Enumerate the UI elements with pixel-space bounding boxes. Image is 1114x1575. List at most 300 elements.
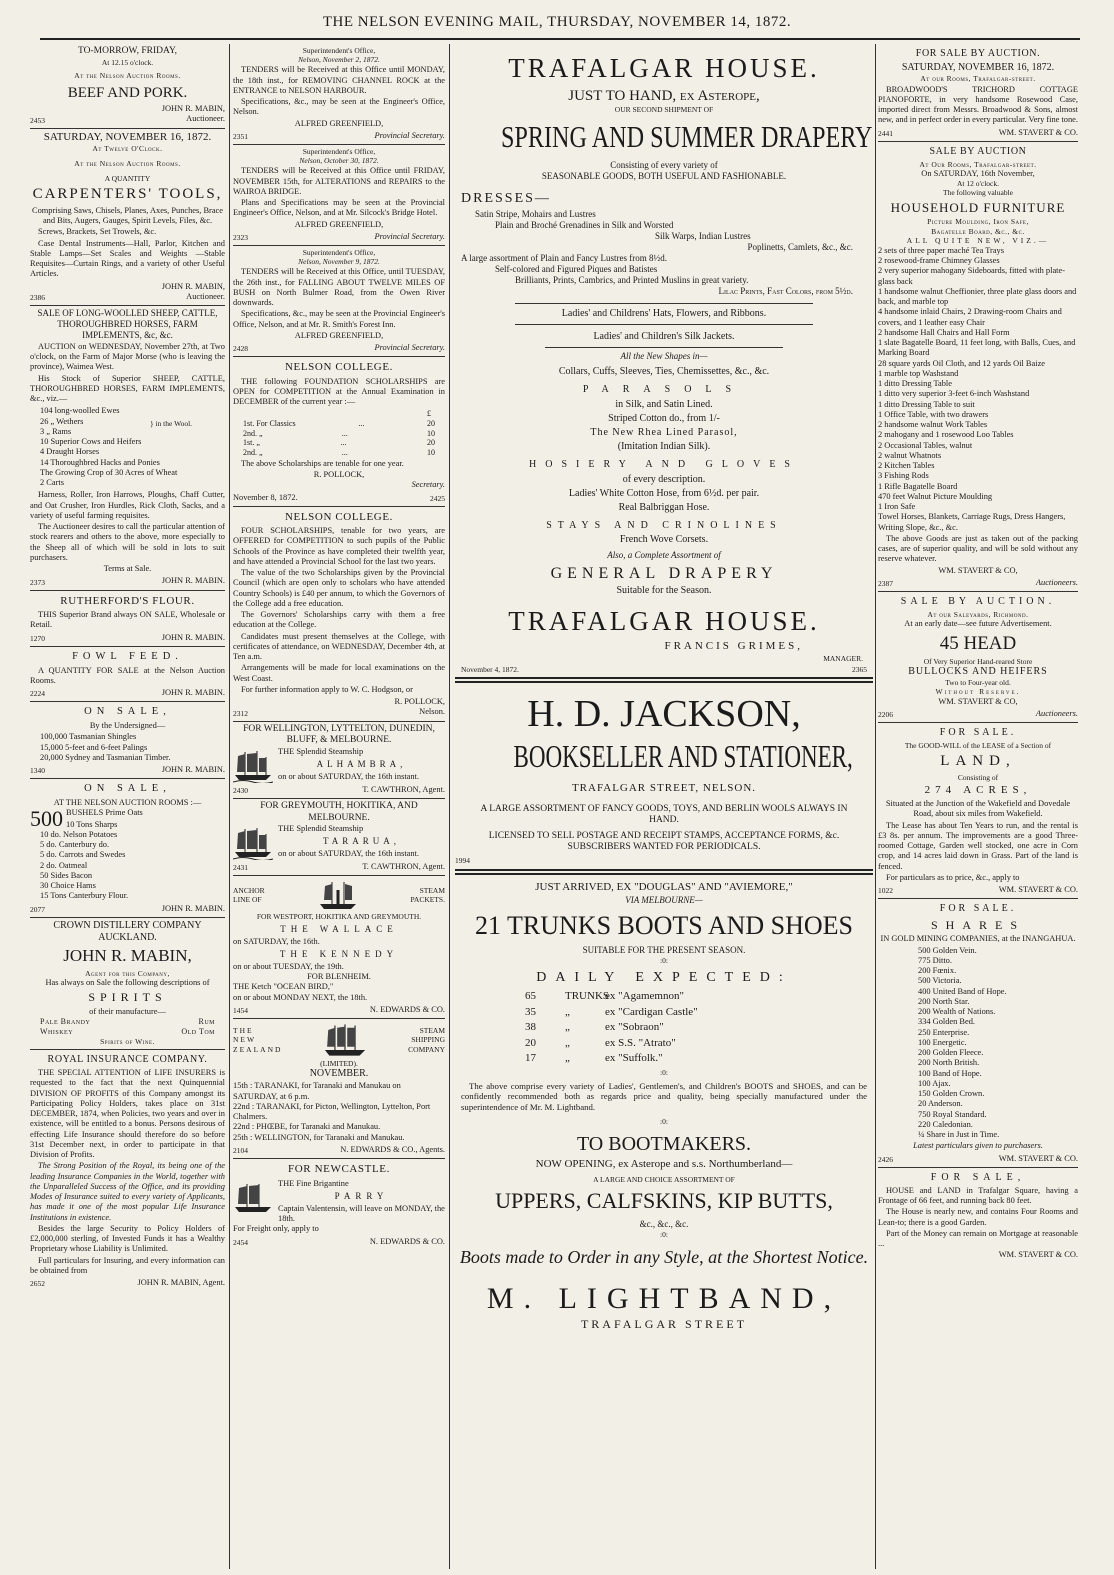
ad-number: 1022 (878, 886, 893, 896)
ad-signature (233, 1237, 445, 1247)
ad-line: THE Splendid Steamship (278, 746, 364, 756)
list-item: 500 Victoria. (918, 976, 962, 986)
ad-subtitle: FOR BLENHEIM. (307, 972, 371, 982)
ad-signature (30, 765, 225, 775)
ad-signature (233, 1005, 445, 1015)
ad-title: FOWL FEED. (72, 650, 183, 662)
ad-name: JOHN R. MABIN, (63, 946, 192, 966)
masthead-rule (40, 38, 1080, 40)
table-cell: ... (341, 448, 348, 457)
table-cell: „ (565, 1052, 570, 1065)
ad-line: SATURDAY, NOVEMBER 16, 1872. (43, 130, 212, 143)
brace-note: } in the Wool. (150, 418, 193, 428)
table-cell: ... (341, 428, 348, 438)
ship-name: ALHAMBRA, (316, 759, 407, 770)
agent-name: JOHN R. MABIN, (137, 1278, 201, 1288)
ad-line: A QUANTITY (104, 174, 151, 184)
ad-text: The Auctioneer desires to call the particular attention of stock rearers and others to the above, more especially to the Sheep all of which will be sold in lots to suit purchasers. (30, 522, 225, 562)
ad-line: ALL QUITE NEW, VIZ.— (906, 235, 1050, 245)
ad-text: The above comprise every variety of Ladies', Gentlemen's, and Children's BOOTS and SHOES, and can be confidently recommended both as regards price and quality, being specially manufactured under the superintendence of Mr. M. Lightband. (461, 1080, 867, 1113)
auctioneer-name: JOHN R. MABIN. (161, 632, 225, 642)
table-cell: ... (358, 418, 365, 428)
ad-house-land (878, 1168, 1078, 1264)
list-item: 200 Fœnix. (918, 966, 957, 975)
dress-line: Poplinetts, Camlets, &c., &c. (747, 242, 853, 253)
sailing-list (233, 1081, 445, 1143)
ad-line: on or about TUESDAY, the 19th. (233, 961, 344, 971)
ad-line: The following valuable (943, 188, 1013, 198)
list-item: 5 do. Carrots and Swedes (40, 850, 126, 860)
ad-title: FOR SALE. (939, 727, 1017, 739)
auctioneer-role: Auctioneers. (1035, 577, 1078, 587)
ad-line: OUR SECOND SHIPMENT OF (614, 105, 714, 115)
ad-title: TRAFALGAR HOUSE. (508, 53, 820, 83)
list-item: 500 Golden Vein. (918, 945, 977, 955)
list-item: 15 Tons Canterbury Flour. (40, 891, 129, 901)
list-item: 20 Anderson. (918, 1099, 963, 1109)
table-cell: TRUNKS (565, 990, 610, 1003)
list-item: 30 Choice Hams (40, 881, 96, 891)
list-item: 2 Occasional Tables, walnut (878, 440, 973, 450)
ad-title: RUTHERFORD'S FLOUR. (60, 594, 195, 607)
list-item: 1 Office Table, with two drawers (878, 409, 989, 419)
ad-title: SALE BY AUCTION. (900, 596, 1056, 608)
sale-items (30, 820, 225, 902)
table-row (455, 1037, 873, 1050)
table-row (233, 429, 445, 439)
secretary-role: Provincial Secretary. (374, 130, 445, 140)
ad-text: LICENSED TO SELL POSTAGE AND RECEIPT STAMPS, ACCEPTANCE FORMS, &c. SUBSCRIBERS WANTED FOR PERIODICALS. (488, 830, 840, 853)
section-heading: PARASOLS (582, 384, 746, 396)
ad-line: At Twelve O'Clock. (92, 144, 163, 154)
ad-number: 2323 (233, 232, 248, 242)
table-cell: 2nd. „ (243, 428, 263, 438)
ad-text: Plans and Specifications may be seen at the Provincial Engineer's Office, Nelson, and at Mr. Silcock's Bridge Hotel. (233, 198, 445, 218)
ad-text: THE SPECIAL ATTENTION of LIFE INSURERS is requested to the fact that the next Quinquennial DIVISION OF PROFITS of this Company amongst its Participating Policy Holders, takes place on 31st DECEMBER, 1874, when Policies, two years and over in existence, will be entitled to a bonus. Persons desirous of effecting Life Insurance should therefore do so before 31st December next, in order to participate in that Division of Profits. (30, 1068, 225, 1160)
ad-title: BEEF AND PORK. (67, 84, 188, 101)
dress-line: Self-colored and Figured Piques and Batistes (495, 264, 658, 275)
table-cell: 35 (525, 1005, 536, 1018)
ad-line: Real Balbriggan Hose. (618, 501, 710, 513)
auctioneer-name: JOHN R. MABIN, (161, 104, 225, 114)
ad-sheep-sale (30, 306, 225, 591)
ad-line: Ladies' and Childrens' Hats, Flowers, and Ribbons. (515, 303, 813, 325)
list-item: 750 Royal Standard. (918, 1109, 987, 1119)
table-cell: „ (565, 1036, 570, 1049)
ad-signature (878, 128, 1078, 138)
ad-nelson-college-2 (233, 507, 445, 722)
ad-number: 2386 (30, 292, 45, 302)
list-item: 10 Tons Sharps (66, 819, 118, 829)
list-item: 220 Caledonian. (918, 1119, 973, 1129)
section-heading: TO BOOTMAKERS. (576, 1132, 752, 1155)
ad-steamship-alhambra (233, 722, 445, 799)
ad-text: TENDERS will be Received at this Office until MONDAY, the 18th inst., for REMOVING CHANNEL ROCK at the ENTRANCE to NELSON HARBOUR. (233, 65, 445, 95)
ad-text: For particulars as to price, &c., apply to (886, 872, 1020, 882)
ad-line: on or about SATURDAY, the 16th instant. (278, 849, 419, 859)
ad-line: At Our Rooms, Trafalgar-street. (919, 159, 1037, 169)
ad-signature (233, 232, 445, 242)
ad-line: The New Rhea Lined Parasol, (590, 427, 738, 439)
header-word: SHIPPING (411, 1035, 445, 1045)
ad-line: THE Fine Brigantine (278, 1178, 349, 1188)
ad-text: Terms at Sale. (103, 564, 152, 574)
ad-signature (30, 688, 225, 698)
table-row (233, 438, 445, 448)
ship-name: TARARUA, (322, 836, 401, 847)
ad-line: TO-MORROW, FRIDAY, (78, 46, 177, 56)
ad-line: At the Nelson Auction Rooms. (74, 159, 181, 169)
auctioneer-name: WM. STAVERT & CO. (998, 1153, 1078, 1163)
ad-line: At the Nelson Auction Rooms. (74, 70, 181, 80)
spirit-item: Old Tom (181, 1027, 215, 1037)
ad-line: Captain Valentensin, will leave on MONDAY, the 18th. (278, 1203, 445, 1223)
header-word: STEAM (419, 1026, 445, 1036)
ad-date: November 4, 1872. (461, 664, 519, 674)
list-item: 2 sets of three paper maché Tea Trays (878, 245, 1005, 255)
ad-signature (30, 576, 225, 586)
agent-name: N. EDWARDS & CO. (369, 1004, 445, 1014)
ad-line: Ladies' and Children's Silk Jackets. (545, 331, 783, 348)
table-cell: 1st. „ (243, 438, 260, 448)
agent-role: Agent. (202, 1278, 225, 1288)
list-item: 100 Energetic. (918, 1037, 967, 1047)
ad-line: &c., &c., &c. (639, 1218, 689, 1229)
table-cell: ex S.S. "Atrato" (605, 1036, 676, 1049)
column-rule (875, 44, 876, 1569)
list-item: 20,000 Sydney and Tasmanian Timber. (40, 752, 171, 762)
ad-line: THE Splendid Steamship (278, 824, 364, 834)
list-item: 4 Draught Horses (40, 447, 100, 457)
ad-number: 1270 (30, 633, 45, 643)
ad-line: The GOOD-WILL of the LEASE of a Section of (904, 741, 1052, 751)
ad-royal-insurance (30, 1050, 225, 1291)
ad-text: TENDERS will be Received at this Office, until TUESDAY, the 26th inst., for FALLING ABOUT TWELVE MILES OF BUSH on North Bulmer Road, from the Owen River downwards. (233, 267, 445, 308)
list-item: 100 Ajax. (918, 1078, 951, 1088)
ad-line: (Imitation Indian Silk). (617, 441, 711, 453)
ad-line: JUST ARRIVED, EX "DOUGLAS" AND "AVIEMORE," (535, 881, 793, 894)
ad-tender-channel-rock (233, 44, 445, 145)
headline: SPRING AND SUMMER DRAPERY (500, 119, 873, 155)
ship-name: THE KENNEDY (279, 948, 399, 959)
auctioneer-role: Auctioneer. (186, 114, 225, 124)
ad-line: Also, a Complete Assortment of (607, 549, 721, 560)
ad-signature (233, 862, 445, 872)
ad-line: in Silk, and Satin Lined. (615, 398, 713, 410)
shares-list (878, 946, 1078, 1141)
ad-nelson-college-1 (233, 357, 445, 506)
table-cell: „ (565, 1021, 570, 1034)
list-item: 4 handsome inlaid Chairs, 2 Drawing-room Chairs and covers, and 1 leather easy Chair (878, 307, 1062, 327)
ad-line: Suitable for the Season. (616, 585, 712, 597)
ad-line: Latest particulars given to purchasers. (913, 1141, 1043, 1151)
office-line: Superintendent's Office, (302, 147, 376, 157)
ad-subtitle: 274 ACRES, (924, 783, 1032, 796)
stock-list (30, 405, 225, 489)
ad-nz-steam-shipping (233, 1019, 445, 1159)
auctioneer-role: Auctioneer. (186, 291, 225, 301)
table-cell: 20 (426, 438, 435, 448)
list-item: 2 Carts (40, 478, 64, 488)
ad-title: NELSON COLLEGE. (285, 361, 393, 374)
table-cell: 1st. For Classics (243, 418, 296, 428)
list-item: ¼ Share in Just in Time. (918, 1130, 1000, 1139)
spirit-item: Spirits of Wine. (100, 1036, 155, 1046)
ad-signature (233, 1145, 445, 1155)
list-item: 22nd : TARANAKI, for Picton, Wellington, Lyttelton, Port Chalmers. (233, 1101, 431, 1122)
ad-slogan: Boots made to Order in any Style, at the Shortest Notice. (459, 1246, 869, 1267)
ad-line: On SATURDAY, 16th November, (921, 169, 1035, 179)
divider-mark: :0: (660, 1229, 668, 1239)
ad-line: of their manufacture— (89, 1007, 166, 1017)
ad-trafalgar-house (455, 44, 873, 679)
ad-tender-bush (233, 246, 445, 357)
list-item: 1 handsome walnut Cheffionier, three plate glass doors and back, and marble top (878, 286, 1077, 307)
ad-line: FOR WESTPORT, HOKITIKA AND GREYMOUTH. (256, 912, 422, 922)
ad-text: Comprising Saws, Chisels, Planes, Axes, Punches, Brace and Bits, Augers, Gauges, Spirit Levels, Files, &c. (32, 205, 223, 226)
ad-signature (233, 697, 445, 718)
ad-text: BROADWOOD'S TRICHORD COTTAGE PIANOFORTE, in very handsome Rosewood Case, imported direct from Messrs. Broadwood & Sons, almost new, and in perfect order in every particular. Very fine tone. (878, 84, 1078, 125)
list-item: 1 slate Bagatelle Board, 11 feet long, with Balls, Cues, and Marking Board (878, 338, 1076, 358)
ad-subtitle: SPIRITS (88, 990, 167, 1005)
ad-title: FOR SALE, (930, 1171, 1026, 1183)
ad-subtitle: NOVEMBER. (309, 1068, 369, 1080)
table-cell: 20 (426, 418, 435, 428)
section-heading: DRESSES— (461, 191, 551, 207)
ad-text: A QUANTITY FOR SALE at the Nelson Auction Rooms. (30, 665, 225, 685)
spirit-item: Whiskey (40, 1027, 74, 1037)
ad-title: FOR GREYMOUTH, HOKITIKA, AND MELBOURNE. (260, 801, 418, 823)
ad-beef-pork (30, 44, 225, 129)
list-item: 25th : WELLINGTON, for Taranaki and Manukau. (233, 1132, 405, 1142)
ad-line: AT THE NELSON AUCTION ROOMS :— (53, 798, 202, 808)
ad-title: NELSON COLLEGE. (285, 510, 393, 523)
headline: 21 TRUNKS BOOTS AND SHOES (474, 910, 854, 940)
list-item: 1 ditto Dressing Table to suit (878, 399, 975, 409)
ad-line: SATURDAY, NOVEMBER 16, 1872. (901, 62, 1055, 74)
ad-line: Picture Moulding, Iron Safe, (927, 217, 1029, 227)
auctioneer-name: JOHN R. MABIN. (161, 688, 225, 698)
ad-signature (30, 1278, 225, 1288)
list-item: 250 Enterprise. (918, 1027, 970, 1037)
ad-date: November 8, 1872. (233, 492, 298, 502)
ad-line: BUSHELS Prime Oats (66, 808, 143, 818)
table-row (455, 990, 873, 1003)
agent-name: N. EDWARDS & CO., Agents. (340, 1144, 445, 1154)
ad-line: BULLOCKS AND HEIFERS (908, 666, 1048, 678)
auctioneer-role: Auctioneers. (1035, 708, 1078, 718)
currency-symbol: £ (426, 408, 431, 418)
ad-title: FOR SALE BY AUCTION. (915, 48, 1041, 59)
ad-line: French Wove Corsets. (619, 534, 709, 546)
column-4 (878, 44, 1078, 1569)
secretary-name: ALFRED GREENFIELD, (294, 118, 384, 128)
ad-hd-jackson (455, 681, 873, 871)
table-cell: ... (340, 438, 347, 448)
office-date: Nelson, October 30, 1872. (299, 156, 379, 166)
list-item: 200 Wealth of Nations. (918, 1007, 996, 1016)
ad-on-sale-shingles (30, 702, 225, 779)
table-cell: 38 (525, 1021, 536, 1034)
auctioneer-name: WM. STAVERT & CO. (998, 127, 1078, 137)
list-item: 5 do. Canterbury do. (40, 840, 110, 850)
ad-title: FOR NEWCASTLE. (288, 1163, 390, 1176)
ship-icon (319, 1021, 371, 1059)
ad-text: The Governors' Scholarships carry with them a free education at the College. (233, 610, 445, 630)
list-item: 10 do. Nelson Potatoes (40, 829, 118, 839)
ad-text: AUCTION on WEDNESDAY, November 27th, at Two o'clock, on the Farm of Major Morse (who is leaving the province), Waimea West. (30, 341, 225, 372)
list-item: 3 „ Rams (40, 426, 72, 436)
scholarship-table (233, 419, 445, 458)
ad-newcastle (233, 1159, 445, 1250)
furniture-list (878, 246, 1078, 533)
ship-name: THE WALLACE (280, 923, 398, 934)
ad-line: For Freight only, apply to (233, 1224, 319, 1234)
header-word: ANCHOR (233, 886, 265, 896)
secretary-name: ALFRED GREENFIELD, (294, 330, 384, 340)
auctioneer-name: WM. STAVERT & CO. (998, 885, 1078, 895)
ad-number: 2430 (233, 785, 248, 795)
secretary-name: R. POLLOCK, (394, 697, 445, 707)
ad-line: At our Rooms, Trafalgar-street. (920, 74, 1036, 84)
ad-text: THE following FOUNDATION SCHOLARSHIPS are OPEN for COMPETITION at the Annual Examination in DECEMBER of the current year :— (233, 376, 445, 407)
ad-text: Candidates must present themselves at the College, with certificates of attendance, on WEDNESDAY, December 4th, at Ten a.m. (233, 631, 445, 662)
list-item: 150 Golden Crown. (918, 1089, 985, 1098)
ad-number: 2206 (878, 709, 893, 719)
ad-line: By the Undersigned— (89, 721, 166, 731)
ad-land-lease (878, 723, 1078, 899)
ad-number: 1454 (233, 1005, 248, 1015)
dress-line: Lilac Prints, Fast Colors, from 5½d. (718, 285, 853, 296)
ad-line: Of Very Superior Hand-reared Store (923, 656, 1033, 666)
headline: UPPERS, CALFSKINS, KIP BUTTS, (495, 1187, 833, 1213)
office-date: Nelson, November 2, 1872. (298, 55, 380, 65)
secretary-role: Provincial Secretary. (374, 343, 445, 353)
ad-line: At 12.15 o'clock. (101, 57, 154, 67)
ad-number: 2351 (233, 131, 248, 141)
header-word: PACKETS. (410, 895, 445, 905)
secretary-role: Nelson. (419, 707, 445, 717)
table-cell: 10 (427, 448, 435, 457)
big-number: 500 (30, 806, 63, 832)
office-line: Superintendent's Office, (302, 46, 376, 55)
auctioneer-name: WM. STAVERT & CO, (938, 696, 1018, 706)
list-item: 1 Iron Safe (878, 502, 916, 512)
list-item: 15th : TARANAKI, for Taranaki and Manukau on SATURDAY, at 6 p.m. (233, 1081, 401, 1101)
list-item: 100 Band of Hope. (918, 1068, 982, 1078)
ad-line: SUITABLE FOR THE PRESENT SEASON. (582, 945, 746, 956)
ad-number: 2077 (30, 904, 45, 914)
ad-number: 2426 (878, 1154, 893, 1164)
ad-line: Agent for this Company, (85, 969, 170, 979)
secretary-name: R. POLLOCK, (313, 470, 365, 479)
ship-icon (233, 1181, 273, 1215)
ad-signature (30, 633, 225, 643)
table-cell: ex "Sobraon" (605, 1021, 664, 1034)
table-cell: 65 (525, 990, 536, 1003)
ad-text: The above Scholarships are tenable for one year. (241, 458, 404, 468)
auctioneer-name: JOHN R. MABIN. (161, 765, 225, 775)
table-cell: ex "Agamemnon" (605, 990, 684, 1003)
ad-tender-wairoa-bridge (233, 145, 445, 246)
ad-title: SALE BY AUCTION (929, 145, 1027, 157)
ad-line: A LARGE AND CHOICE ASSORTMENT OF (593, 1174, 735, 1184)
list-item: The Growing Crop of 30 Acres of Wheat (40, 467, 178, 477)
ad-line: (LIMITED). (320, 1059, 358, 1069)
ad-number: 2652 (30, 1279, 45, 1289)
ad-text: HOUSE and LAND in Trafalgar Square, having a Frontage of 66 feet, and running back 80 feet. (878, 1185, 1078, 1206)
ad-text: THIS Superior Brand always ON SALE, Wholesale or Retail. (30, 610, 225, 630)
masthead: THE NELSON EVENING MAIL, THURSDAY, NOVEMBER 14, 1872. (322, 14, 792, 30)
list-item: 2 mahogany and 1 rosewood Loo Tables (878, 430, 1014, 440)
ad-number: 2428 (233, 344, 248, 354)
auctioneer-name: JOHN R. MABIN. (161, 903, 225, 913)
auctioneer-name: WM. STAVERT & CO. (998, 1250, 1078, 1260)
ad-subtitle: HOUSEHOLD FURNITURE (890, 199, 1066, 215)
table-row (233, 448, 445, 458)
ship-name: THE Ketch "OCEAN BIRD," (233, 982, 334, 992)
spirit-item: Rum (198, 1017, 215, 1027)
list-item: 334 Golden Bed. (918, 1017, 975, 1027)
ad-bullocks (878, 592, 1078, 723)
list-item: 50 Sides Bacon (40, 870, 93, 880)
ad-line: SEASONABLE GOODS, BOTH USEFUL AND FASHIONABLE. (541, 171, 787, 182)
list-item: 10 Superior Cows and Heifers (40, 437, 142, 447)
header-word: ZEALAND (233, 1044, 283, 1054)
auctioneer-name: WM. STAVERT & CO, (938, 565, 1018, 575)
table-row (233, 419, 445, 429)
column-3 (455, 44, 873, 1569)
list-item: 470 feet Walnut Picture Moulding (878, 491, 993, 501)
section-heading: HOSIERY AND GLOVES (529, 459, 799, 471)
agent-name: T. CAWTHRON, Agent. (362, 862, 445, 872)
secretary-name: ALFRED GREENFIELD, (294, 219, 384, 229)
ad-title: CARPENTERS' TOOLS, (32, 186, 223, 203)
dress-line: Silk Warps, Indian Lustres (655, 231, 751, 242)
ship-icon (233, 826, 273, 860)
ad-line: Bagatelle Board, &c., &c. (931, 226, 1025, 236)
header-word: NEW (233, 1035, 257, 1045)
list-item: 2 handsome walnut Work Tables (878, 420, 988, 430)
ad-number: 2453 (30, 115, 45, 125)
list-item: 2 walnut Whatnots (878, 450, 942, 460)
agent-name: N. EDWARDS & CO. (369, 1236, 445, 1246)
ad-text: Screws, Brackets, Set Trowels, &c. (38, 227, 157, 237)
office-line: Superintendent's Office, (302, 248, 376, 258)
column-2 (233, 44, 445, 1569)
ad-text: TENDERS will be Received at this Office until FRIDAY, NOVEMBER 15th, for ALTERATIONS and REPAIRS to the WAIROA BRIDGE. (233, 166, 445, 196)
ad-rutherfords-flour (30, 591, 225, 647)
ad-line: on or about SATURDAY, the 16th instant. (278, 772, 419, 782)
ad-subtitle: 45 HEAD (939, 632, 1017, 654)
header-word: THE (233, 1026, 254, 1036)
table-cell: „ (565, 1005, 570, 1018)
list-item: 3 Fishing Rods (878, 471, 929, 481)
table-row (455, 1021, 873, 1034)
ad-lightband-boots (455, 873, 873, 1335)
table-row (455, 1006, 873, 1019)
column-1 (30, 44, 225, 1569)
spirits-row (30, 1017, 225, 1027)
manager-name: FRANCIS GRIMES, (664, 640, 803, 653)
dress-line: Satin Stripe, Mohairs and Lustres (475, 209, 596, 220)
ad-signature (233, 785, 445, 795)
list-item: 28 square yards Oil Cloth, and 12 yards Oil Baize (878, 358, 1046, 368)
list-item: 200 North British. (918, 1058, 980, 1068)
ad-on-sale-oats (30, 779, 225, 918)
ad-line: Collars, Cuffs, Sleeves, Ties, Chemissettes, &c., &c. (558, 366, 770, 378)
ad-text: A LARGE ASSORTMENT OF FANCY GOODS, TOYS, AND BERLIN WOOLS ALWAYS IN HAND. (480, 803, 848, 826)
